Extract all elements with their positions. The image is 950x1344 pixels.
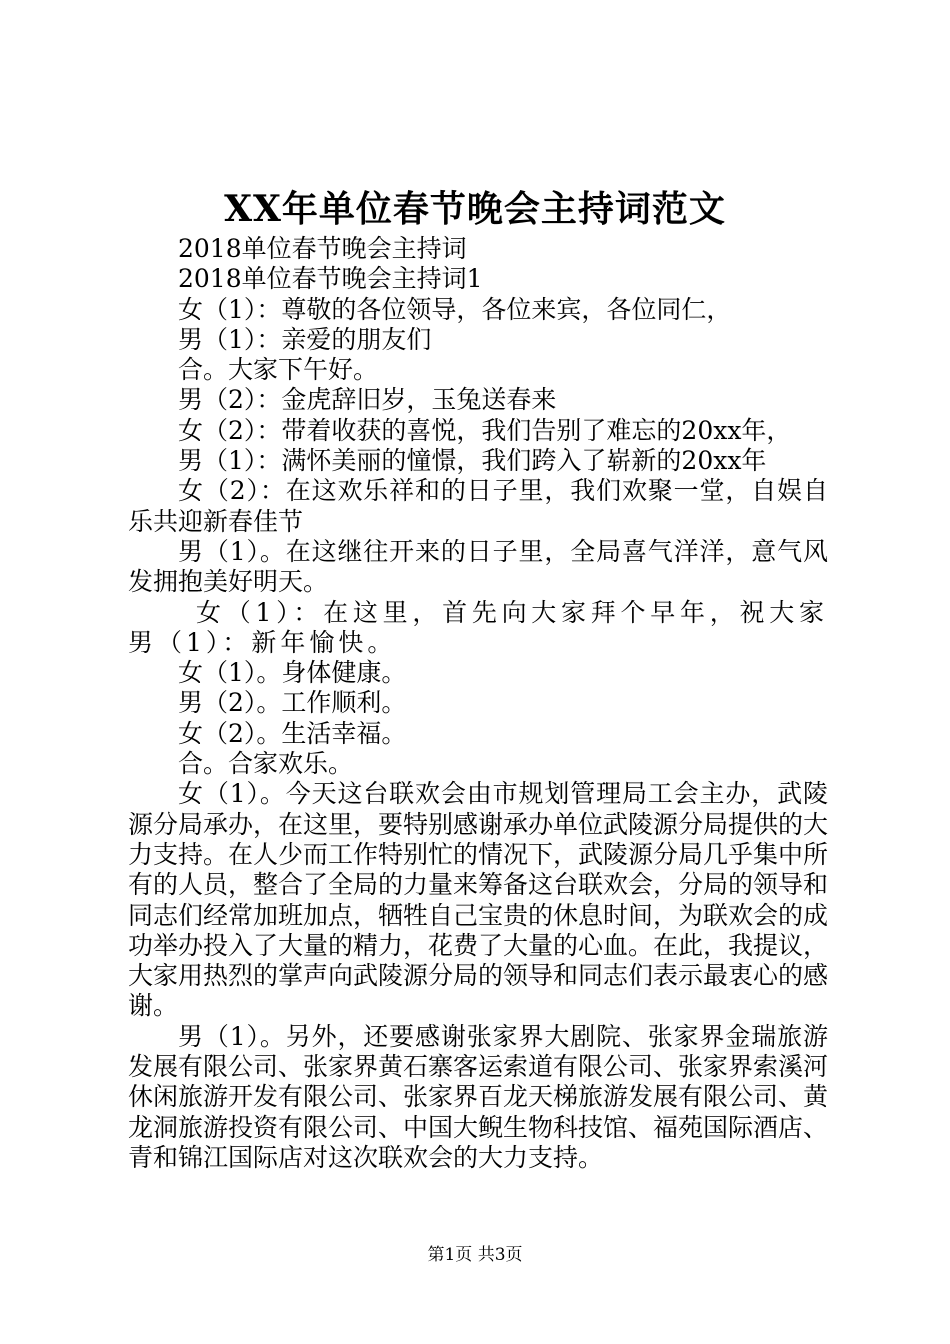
paragraph: 女（1）。今天这台联欢会由市规划管理局工会主办，武陵源分局承办，在这里，要特别感谢承办单位武陵源分局提供的大力支持。在人少而工作特别忙的情况下，武陵源分局几乎集中所有的人员，整合了全局的力量来筹备这台联欢会，分局的领导和同志们经常加班加点，牺牲自己宝贵的休息时间，为联欢会的成功举办投入了大量的精力，花费了大量的心血。在此，我提议，大家用热烈的掌声向武陵源分局的领导和同志们表示最衷心的感谢。 xyxy=(128,779,829,1021)
paragraph: 男（2）。工作顺利。 xyxy=(178,688,407,718)
paragraph: 2018单位春节晚会主持词1 xyxy=(178,264,483,294)
paragraph: 男（1）：满怀美丽的憧憬，我们跨入了崭新的20xx年 xyxy=(178,446,767,476)
paragraph: 男（1）：亲爱的朋友们 xyxy=(178,324,432,354)
document-title: XX年单位春节晚会主持词范文 xyxy=(224,188,726,230)
paragraph: 女（2）：在这欢乐祥和的日子里，我们欢聚一堂，自娱自乐共迎新春佳节 xyxy=(128,476,828,536)
document-body xyxy=(128,234,828,1173)
paragraph: 男（1）。在这继往开来的日子里，全局喜气洋洋，意气风发拥抱美好明天。 xyxy=(128,536,828,597)
paragraph: 女（1）：在这里，首先向大家拜个早年，祝大家男（1）：新年愉快。 xyxy=(128,597,828,657)
paragraph: 合。合家欢乐。 xyxy=(178,749,354,779)
paragraph: 女（2）：带着收获的喜悦，我们告别了难忘的20xx年， xyxy=(178,415,792,445)
paragraph: 合。大家下午好。 xyxy=(178,355,379,385)
page-footer: 第1页 共3页 xyxy=(427,1245,523,1265)
paragraph: 男（1）。另外，还要感谢张家界大剧院、张家界金瑞旅游发展有限公司、张家界黄石寨客运索道有限公司、张家界索溪河休闲旅游开发有限公司、张家界百龙天梯旅游发展有限公司、黄龙洞旅游投资有限公司、中国大鲵生物科技馆、福苑国际酒店、青和锦江国际店对这次联欢会的大力支持。 xyxy=(128,1021,829,1172)
paragraph: 女（2）。生活幸福。 xyxy=(178,718,407,748)
paragraph: 女（1）。身体健康。 xyxy=(178,658,407,688)
paragraph: 女（1）：尊敬的各位领导，各位来宾，各位同仁， xyxy=(178,294,732,324)
paragraph: 2018单位春节晚会主持词 xyxy=(178,234,467,263)
paragraph: 男（2）：金虎辞旧岁，玉兔送春来 xyxy=(178,385,557,415)
